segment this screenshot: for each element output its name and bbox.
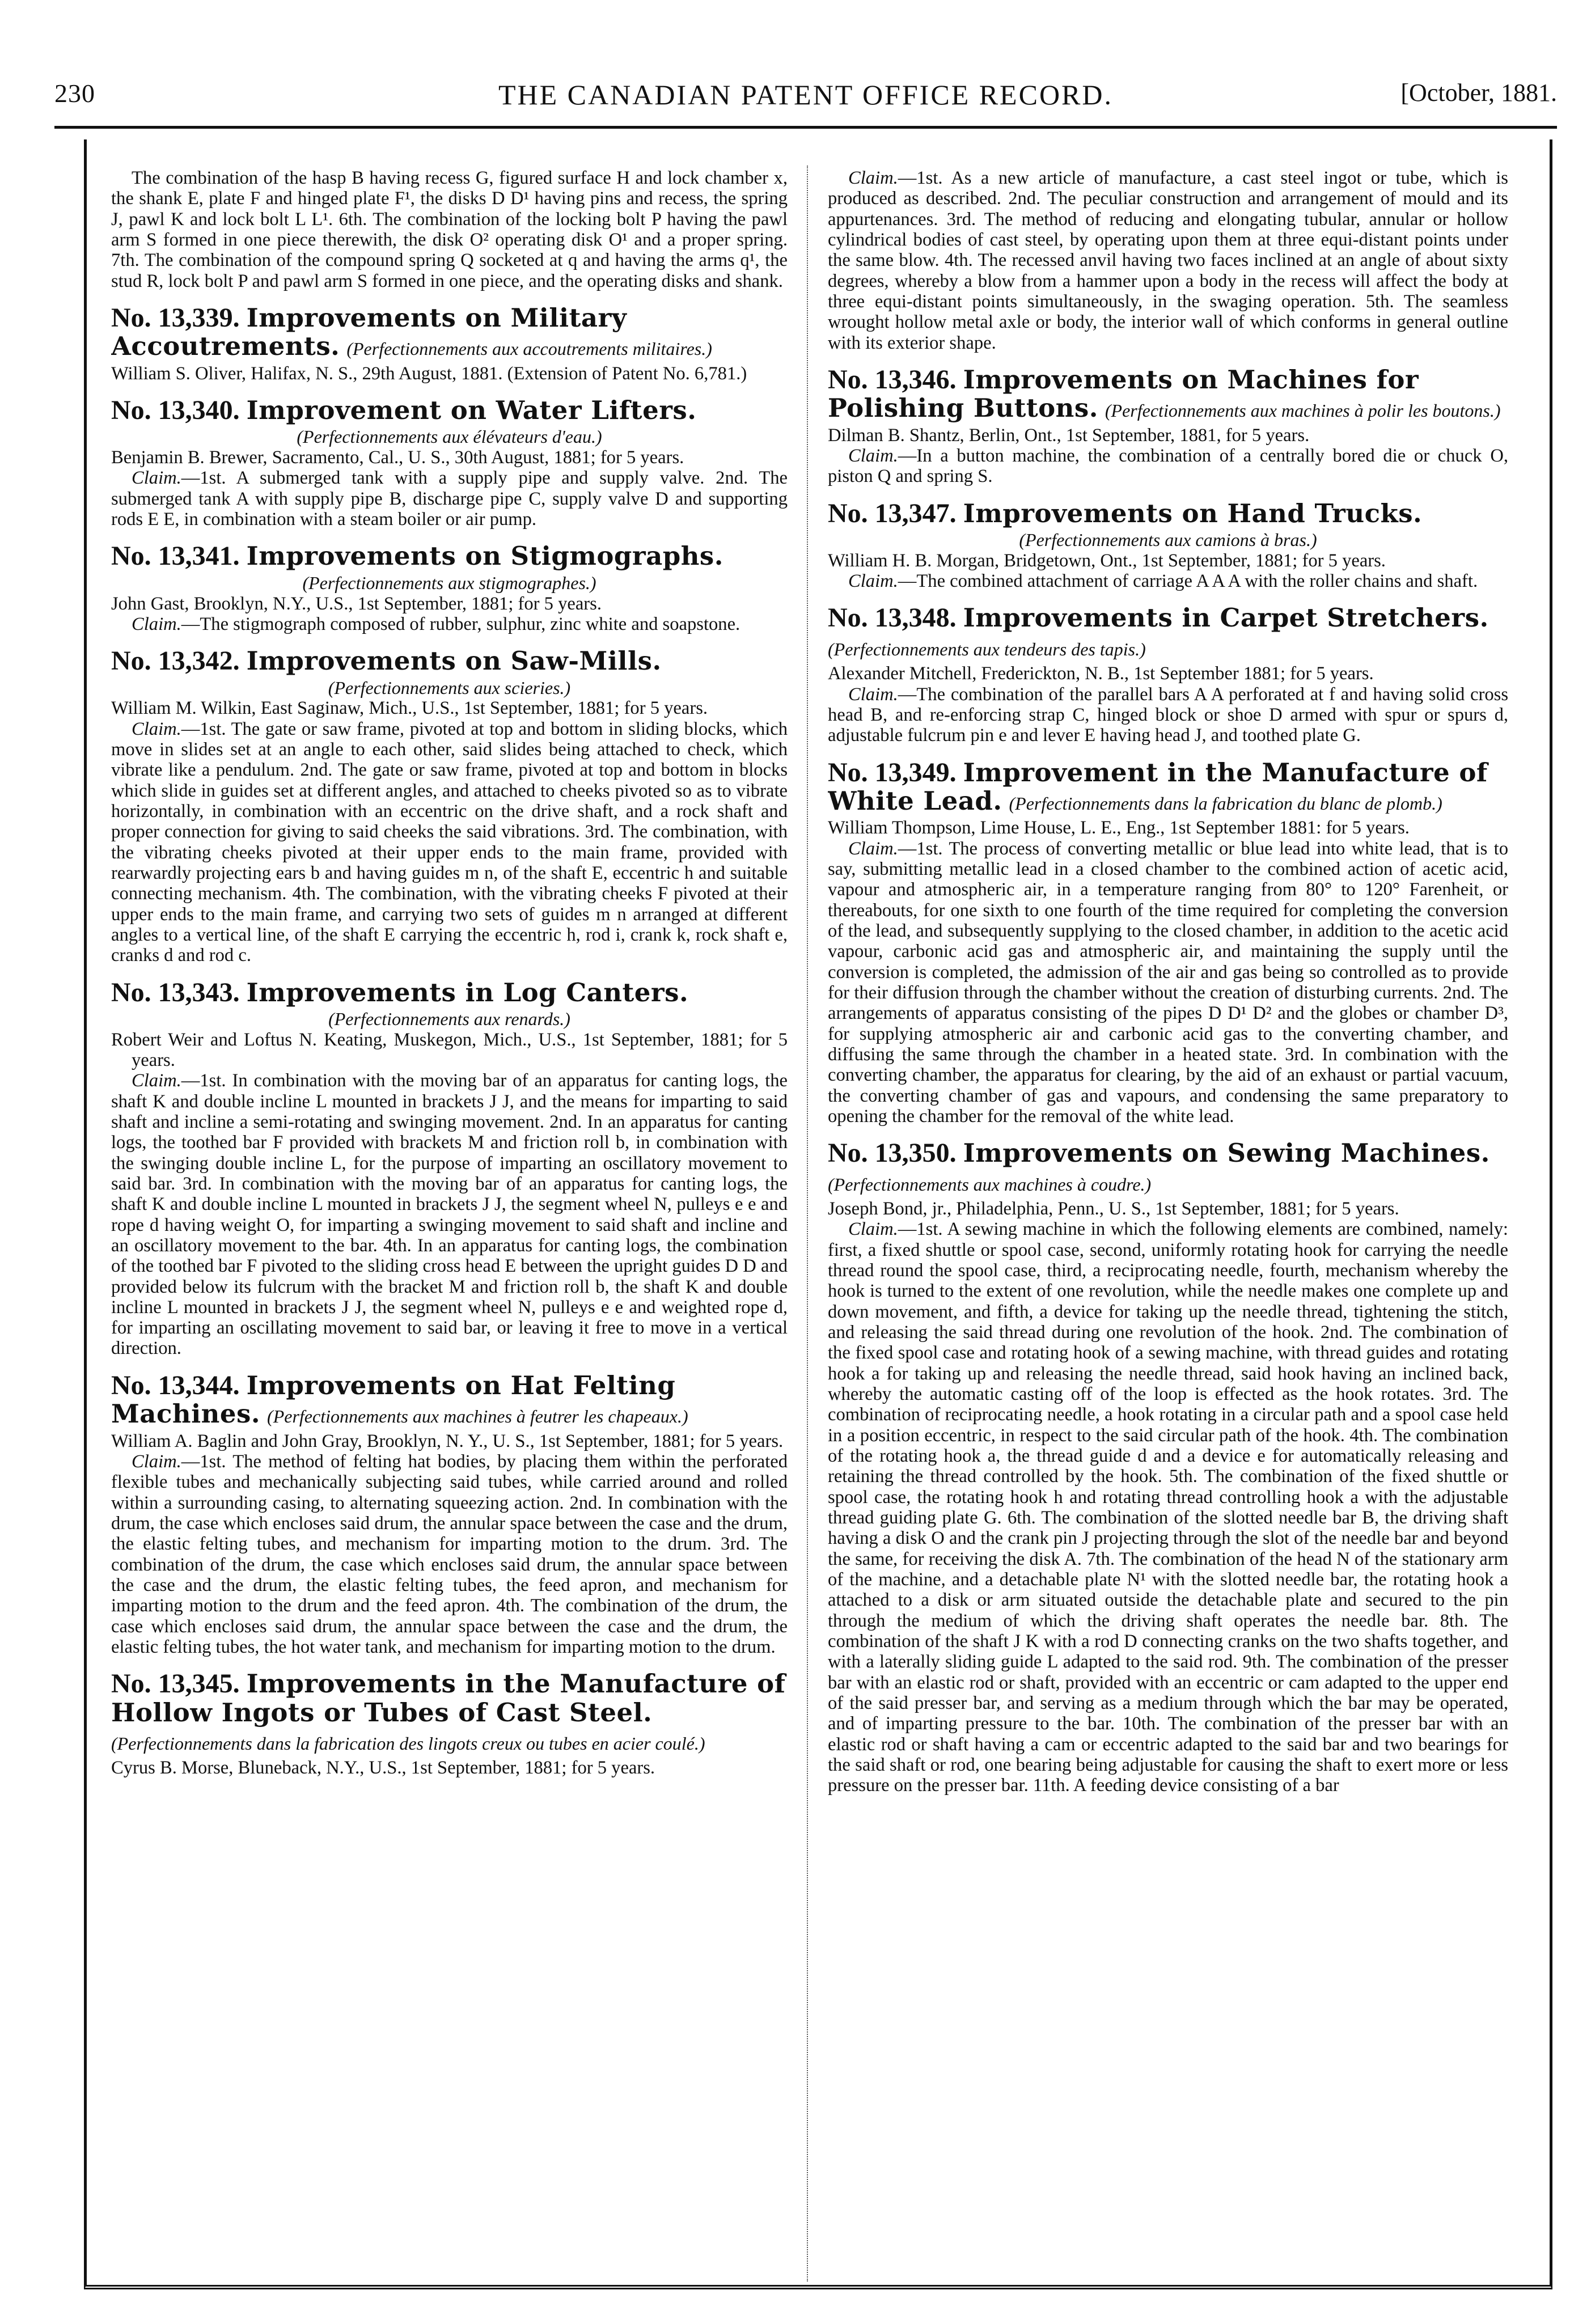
- claim-text: —The stigmograph composed of rubber, sulphur, zinc white and soapstone.: [181, 613, 741, 634]
- patent-title: Improvements in the Manufacture of Hollow Ingots or Tubes of Cast Steel.: [111, 1669, 786, 1728]
- patent-title: Improvement on Water Lifters.: [246, 395, 697, 426]
- patent-title: Improvements on Stigmographs.: [246, 541, 723, 572]
- patent-number: No. 13,340.: [111, 395, 240, 426]
- french-title: (Perfectionnements aux stigmographes.): [302, 572, 596, 593]
- patent-number: No. 13,349.: [828, 757, 957, 788]
- claim-text: —1st. A submerged tank with a supply pipe and supply valve. 2nd. The submerged tank A with supply pipe B, discharge pipe C, supply valve D and supporting rods E E, in combination with a steam boiler or air pump.: [111, 468, 788, 530]
- entry-heading: [111, 1371, 788, 1429]
- patent-entry-13344: [111, 1371, 788, 1657]
- patent-title: Improvements on Sewing Machines.: [963, 1138, 1490, 1169]
- patentee-line: Joseph Bond, jr., Philadelphia, Penn., U. S., 1st September, 1881; for 5 years.: [828, 1199, 1399, 1220]
- claim-paragraph: [111, 719, 788, 966]
- claim-label: Claim.: [132, 613, 181, 634]
- claim-text: —1st. In combination with the moving bar of an apparatus for canting logs, the shaft K and double incline L mounted in brackets J J, and the means for imparting to said shaft and incline a semi-rotating and swinging movement. 2nd. In an apparatus for canting logs, the toothed bar F provided with brackets M and friction roll b, in combination with the swinging double incline L, for the purpose of imparting an oscillatory movement to said bar. 3rd. In combination with the moving bar of an apparatus for canting logs, the shaft K and double incline L mounted in brackets J J, the segment wheel N, pulleys e e and rope d having weight O, for imparting a swinging movement to said shaft and incline and an oscillatory movement to the bar. 4th. In an apparatus for canting logs, the combination of the toothed bar F pivoted to the sliding cross head E between the upright guides D D and provided below its fulcrum with the bracket M and friction roll b, the shaft K and double incline L mounted in brackets J J, the segment wheel N, pulleys e e and weighted rope d, for imparting an oscillating movement to said bar, or leaving it free to move in a vertical direction.: [111, 1070, 788, 1359]
- patent-number: No. 13,345.: [111, 1669, 240, 1699]
- journal-title: THE CANADIAN PATENT OFFICE RECORD.: [498, 79, 1114, 111]
- patent-title: Improvements on Hand Trucks.: [963, 498, 1423, 528]
- entry-heading: [111, 396, 788, 425]
- claim-paragraph: [111, 468, 788, 530]
- claim-label: Claim.: [132, 468, 181, 489]
- patent-entry-13350: [828, 1139, 1508, 1796]
- patent-number: No. 13,343.: [111, 977, 240, 1008]
- patent-number: No. 13,339.: [111, 302, 240, 333]
- claim-label: Claim.: [848, 1219, 898, 1240]
- claim-label: Claim.: [848, 168, 898, 188]
- french-title: (Perfectionnements aux tendeurs des tapis.): [828, 638, 1146, 659]
- patent-entry-13341: [111, 542, 788, 634]
- patentee-line: Benjamin B. Brewer, Sacramento, Cal., U. S., 30th August, 1881; for 5 years.: [111, 447, 684, 468]
- claim-paragraph: [111, 614, 788, 634]
- claim-paragraph: [828, 839, 1508, 1127]
- issue-date: [October, 1881.: [1400, 79, 1557, 107]
- patent-entry-13345: [111, 1670, 788, 1779]
- claim-paragraph: [111, 1451, 788, 1657]
- claim-label: Claim.: [848, 446, 898, 467]
- entry-heading: [828, 1139, 1508, 1196]
- entry-heading: [828, 604, 1508, 661]
- french-title: (Perfectionnements aux machines à feutrer les chapeaux.): [267, 1406, 688, 1427]
- claim-label: Claim.: [132, 1070, 181, 1091]
- patent-entry-13347: [828, 499, 1508, 592]
- claim-label: Claim.: [848, 571, 898, 592]
- patent-number: No. 13,348.: [828, 603, 957, 633]
- patent-entry-13346: [828, 366, 1508, 487]
- header-rule: [54, 126, 1557, 129]
- patentee-line: William A. Baglin and John Gray, Brooklyn, N. Y., U. S., 1st September, 1881; for 5 years.: [111, 1430, 784, 1451]
- claim-paragraph: [828, 1219, 1508, 1796]
- claim-text: —1st. The method of felting hat bodies, by placing them within the perforated flexible tubes and mechanically subjecting said tubes, while carried around and rolled within a surrounding casing, to alternating squeezing action. 2nd. In combination with the drum, the case which encloses said drum, the annular space between the case and the drum, the elastic felting tubes, and mechanism for imparting motion to the drum. 3rd. The combination of the drum, the case which encloses said drum, the annular space between the case and the drum, the elastic felting tubes, the feed apron, and mechanism for imparting motion to the drum and the feed apron. 4th. The combination of the drum, the case which encloses said drum, the annular space between the case and the drum, the elastic felting tubes, the hot water tank, and mechanism for imparting motion to the drum.: [111, 1451, 788, 1657]
- page-number: 230: [54, 79, 95, 108]
- french-title: (Perfectionnements dans la fabrication des lingots creux ou tubes en acier coulé.): [111, 1733, 705, 1754]
- claim-text: —In a button machine, the combination of a centrally bored die or chuck O, piston Q and spring S.: [828, 446, 1508, 487]
- claim-text: —1st. The process of converting metallic or blue lead into white lead, that is to say, submitting metallic lead in a closed chamber to the combined action of acetic acid, vapour and atmospheric air, in a temperature ranging from 80° to 120° Farenheit, or thereabouts, for one sixth to one fourth of the time required for completing the conversion of the lead, and subsequently supplying to the closed chamber, in addition to the acetic acid vapour, carbonic acid gas and atmospheric air, and maintaining the supply until the conversion is completed, the admission of the air and gas being so controlled as to provide for their diffusion through the chamber without the creation of disturbing currents. 2nd. The arrangements of apparatus consisting of the pipes D D¹ D² and the globes or chamber D³, for supplying atmospheric air and carbonic acid gas to the converting chamber, and diffusing the same through the chamber in a heated state. 3rd. In combination with the converting chamber, the apparatus for clearing, by the aid of an exhaust or partial vacuum, the converting chamber of gas and vapours, and condensing the same preparatory to opening the chamber for the removal of the white lead.: [828, 838, 1508, 1127]
- claim-label: Claim.: [848, 684, 898, 705]
- entry-heading: [111, 542, 788, 570]
- patent-title: Improvements on Hat Felting Machines.: [111, 1370, 676, 1429]
- french-title: (Perfectionnements aux camions à bras.): [1019, 530, 1317, 551]
- patent-number: No. 13,342.: [111, 646, 240, 676]
- claim-text: —The combination of the parallel bars A A perforated at f and having solid cross head B, and re-enforcing strap C, hinged block or shoe D armed with spur or spurs d, adjustable fulcrum pin e and lever E having head J, and toothed plate G.: [828, 684, 1508, 746]
- patent-entry-13349: [828, 759, 1508, 1127]
- patentee-line: Alexander Mitchell, Frederickton, N. B., 1st September 1881; for 5 years.: [828, 663, 1374, 684]
- continued-claim-paragraph: [828, 168, 1508, 353]
- patent-entry-13348: [828, 604, 1508, 746]
- french-title: (Perfectionnements aux élévateurs d'eau.): [297, 426, 602, 447]
- patentee-line: Dilman B. Shantz, Berlin, Ont., 1st September, 1881, for 5 years.: [828, 425, 1310, 446]
- claim-label: Claim.: [132, 1451, 181, 1472]
- entry-heading: [111, 647, 788, 675]
- claim-text: —The combined attachment of carriage A A A with the roller chains and shaft.: [898, 571, 1478, 592]
- claim-text: —1st. A sewing machine in which the following elements are combined, namely: first, a fixed shuttle or spool case, second, uniformly rotating hook for carrying the needle thread round the spool case, third, a reciprocating needle, fourth, mechanism whereby the hook is turned to the extent of one revolution, while the needle makes one complete up and down movement, and fifth, a device for taking up the needle thread, tightening the stitch, and releasing the said thread during one revolution of the hook. 2nd. The combination of the fixed spool case and rotating hook of a sewing machine, with thread guides and rotating hook a for taking up and releasing the needle thread, said hook having an inclined back, whereby the automatic casting off of the loop is effected as the hook rotates. 3rd. The combination of reciprocating needle, a hook rotating in a circular path and a spool case held in a position eccentric, in respect to the said circular path of the hook. 4th. The combination of the rotating hook a, the thread guide d and a device e for automatically releasing and retaining the thread controlled by the hook. 5th. The combination of the fixed shuttle or spool case, the rotating hook h and rotating thread controlling hook a with the adjustable thread guiding plate G. 6th. The combination of the slotted needle bar B, the driving shaft having a disk O and the crank pin J projecting through the slot of the needle bar and beyond the same, for receiving the disk A. 7th. The combination of the head N of the stationary arm of the machine, and a detachable plate N¹ with the slotted needle bar, the rotating hook a attached to a disk or arm situated outside the detachable plate and secured to the pin through the medium of which the driving shaft operates the needle bar. 8th. The combination of the shaft J K with a rod D connecting cranks on the two shafts together, and with a laterally sliding guide L adapted to the said rod. 9th. The combination of the presser bar with an elastic rod or shaft, provided with an eccentric or cam adapted to the upper end of the said presser bar, and serving as a medium through which the bar may be operated, and of imparting pressure to the bar. 10th. The combination of the presser bar with an elastic rod or shaft having a cam or eccentric adapted to the said bar and two bearings for the said shaft or rod, one bearing being adjustable for causing the shaft to exert more or less pressure on the presser bar. 11th. A feeding device consisting of a bar: [828, 1219, 1508, 1796]
- patent-title: Improvements on Saw-Mills.: [246, 646, 662, 676]
- right-column: [828, 168, 1508, 2283]
- french-title: (Perfectionnements aux machines à coudre.): [828, 1174, 1152, 1195]
- patent-title: Improvement in the Manufacture of White Lead.: [828, 757, 1488, 816]
- patentee-line: William Thompson, Lime House, L. E., Eng., 1st September 1881: for 5 years.: [828, 818, 1410, 839]
- patent-entry-13340: [111, 396, 788, 530]
- claim-paragraph: [828, 571, 1508, 591]
- patent-title: Improvements on Military Accoutrements.: [111, 302, 627, 362]
- entry-heading: [111, 304, 788, 361]
- french-title: (Perfectionnements dans la fabrication du blanc de plomb.): [1009, 793, 1442, 814]
- claim-label: Claim.: [848, 838, 898, 859]
- running-head: [54, 74, 1557, 125]
- patentee-line: William H. B. Morgan, Bridgetown, Ont., 1st September, 1881; for 5 years.: [828, 550, 1386, 571]
- french-title: (Perfectionnements aux scieries.): [328, 677, 571, 698]
- patent-number: No. 13,341.: [111, 541, 240, 572]
- patentee-line: William M. Wilkin, East Saginaw, Mich., U.S., 1st September, 1881; for 5 years.: [111, 698, 708, 719]
- left-column: [111, 168, 788, 2283]
- patentee-line: Cyrus B. Morse, Bluneback, N.Y., U.S., 1st September, 1881; for 5 years.: [111, 1758, 655, 1779]
- patent-number: No. 13,346.: [828, 364, 957, 395]
- entry-heading: [828, 499, 1508, 528]
- claim-text: —1st. The gate or saw frame, pivoted at top and bottom in sliding blocks, which move in slides set at an angle to each other, said slides being attached to check, which vibrate like a pendulum. 2nd. The gate or saw frame, pivoted at top and bottom in blocks which slide in guides set at different angles, and attached to cheeks pivoted so as to vibrate horizontally, in combination with an eccentric on the drive shaft, and a rock shaft and proper connection for giving to said cheeks the said vibrations. 3rd. The combination, with the vibrating cheeks pivoted at their upper ends to the main frame, provided with rearwardly projecting ears b and having guides m n, of the shaft E, eccentric h and suitable connecting mechanism. 4th. The combination, with the vibrating cheeks F pivoted at their upper ends to the main frame, and carrying two sets of guides m n arranged at different angles to a vertical line, of the shaft E carrying the eccentric h, rod i, crank k, rock shaft e, cranks d and rod c.: [111, 718, 788, 966]
- patent-title: Improvements in Log Canters.: [246, 977, 689, 1008]
- patentee-line: John Gast, Brooklyn, N.Y., U.S., 1st September, 1881; for 5 years.: [111, 593, 602, 614]
- claim-paragraph: [111, 1070, 788, 1359]
- entry-heading: [828, 759, 1508, 816]
- french-title: (Perfectionnements aux machines à polir les boutons.): [1105, 400, 1501, 421]
- patent-entry-13342: [111, 647, 788, 966]
- patentee-line: Robert Weir and Loftus N. Keating, Muskegon, Mich., U.S., 1st September, 1881; for 5 years.: [111, 1029, 788, 1070]
- patentee-line: William S. Oliver, Halifax, N. S., 29th August, 1881. (Extension of Patent No. 6,781.): [111, 363, 747, 384]
- patent-entry-13339: [111, 304, 788, 384]
- claim-text: —1st. As a new article of manufacture, a cast steel ingot or tube, which is produced as described. 2nd. The peculiar construction and arrangement of mould and its appurtenances. 3rd. The method of reducing and elongating tubular, annular or hollow cylindrical bodies of cast steel, by operating upon them at three equi-distant points under the same blow. 4th. The recessed anvil having two faces inclined at an angle of about sixty degrees, whereby a blow from a hammer upon a body in the recess will affect the body at three equi-distant points simultaneously, in the swaging operation. 5th. The seamless wrought hollow metal axle or body, the interior wall of which conforms in general outline with its exterior shape.: [828, 168, 1508, 353]
- entry-heading: [111, 979, 788, 1007]
- patent-entry-13343: [111, 979, 788, 1359]
- entry-heading: [111, 1670, 788, 1755]
- patent-number: No. 13,347.: [828, 498, 957, 528]
- column-divider: [807, 166, 808, 2281]
- patent-title: Improvements on Machines for Polishing Buttons.: [828, 364, 1419, 424]
- patent-number: No. 13,350.: [828, 1138, 957, 1169]
- continued-claim-text: The combination of the hasp B having recess G, figured surface H and lock chamber x, the shank E, plate F and hinged plate F¹, the disks D D¹ having pins and recess, the spring J, pawl K and lock bolt L L¹. 6th. The combination of the locking bolt P having the pawl arm S formed in one piece therewith, the disk O² operating disk O¹ and a proper spring. 7th. The combination of the compound spring Q socketed at q and having the arms q¹, the stud R, lock bolt P and pawl arm S formed in one piece, and the operating disks and shank.: [111, 168, 788, 291]
- patent-title: Improvements in Carpet Stretchers.: [963, 603, 1489, 633]
- claim-label: Claim.: [132, 718, 181, 739]
- french-title: (Perfectionnements aux accoutrements militaires.): [346, 338, 712, 359]
- french-title: (Perfectionnements aux renards.): [328, 1008, 570, 1029]
- entry-heading: [828, 366, 1508, 423]
- claim-paragraph: [828, 446, 1508, 487]
- claim-paragraph: [828, 684, 1508, 746]
- patent-number: No. 13,344.: [111, 1370, 240, 1400]
